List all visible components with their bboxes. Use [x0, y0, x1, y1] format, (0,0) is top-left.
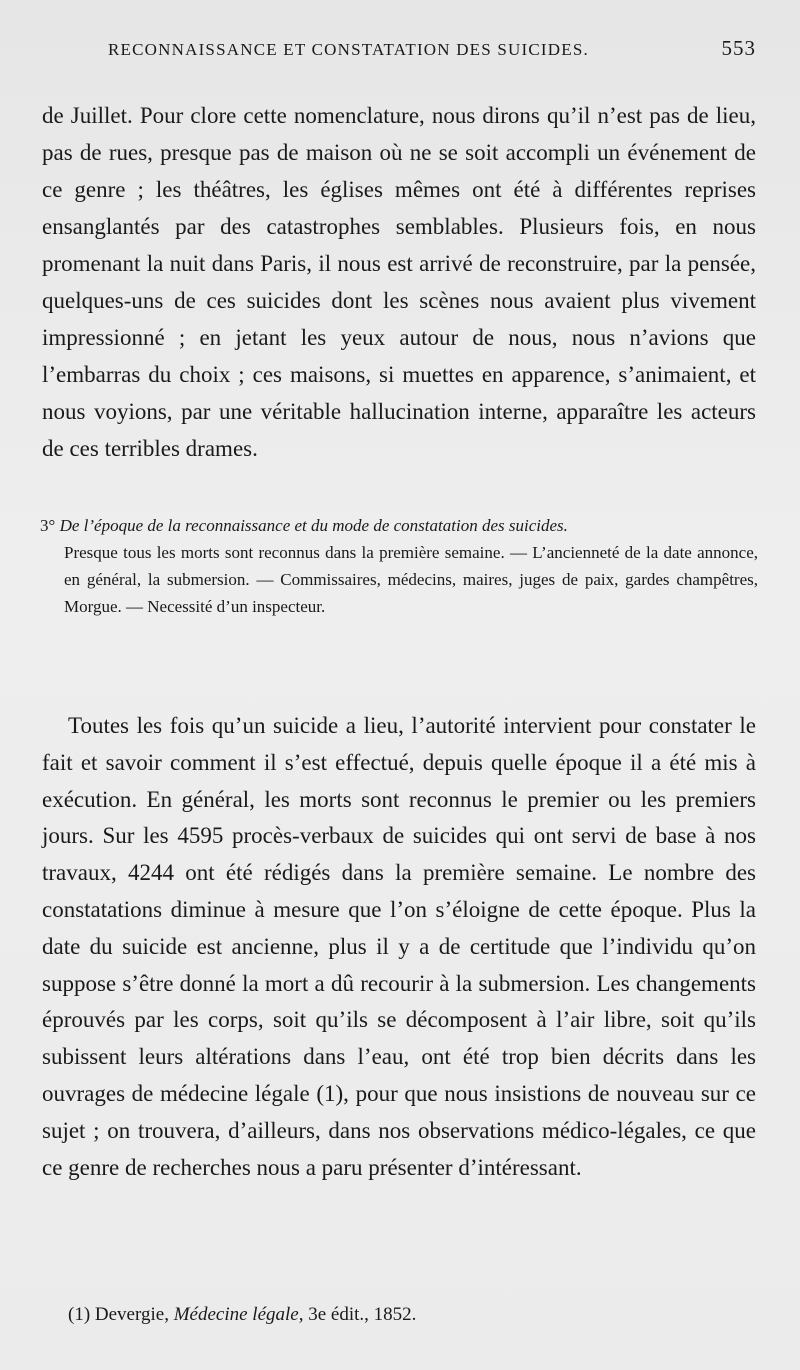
section-title: De l’époque de la reconnaissance et du mode de constatation des suicides.	[59, 516, 568, 535]
footnote-author: Devergie,	[94, 1304, 169, 1325]
paragraph-main: Toutes les fois qu’un suicide a lieu, l’autorité intervient pour constater le fait et savoir comment il s’est effectué, depuis quelle époque il a été mis à exécution. En général, les morts sont reconnus le premier ou les premiers jours. Sur les 4595 procès-verbaux de suicides qui ont servi de base à nos travaux, 4244 ont été rédigés dans la première semaine. Le nombre des constatations diminue à mesure que l’on s’éloigne de cette époque. Plus la date du suicide est ancienne, plus il y a de certitude que l’individu qu’on suppose s’être donné la mort a dû recourir à la submersion. Les changements éprouvés par les corps, soit qu’ils se décomposent à l’air libre, soit qu’ils subissent leurs altérations dans l’eau, ont été trop bien décrits dans les ouvrages de médecine légale (1), pour que nous insistions de nouveau sur ce sujet ; on trouvera, d’ailleurs, dans nos observations médico-légales, ce que ce genre de recherches nous a paru présenter d’intéressant.	[42, 713, 756, 1180]
section-summary: Presque tous les morts sont reconnus dans la première semaine. — L’ancienneté de la date annonce, en général, la submersion. — Commissaires, médecins, maires, juges de paix, gardes champêtres, Morgue. — Necessité d’un inspecteur.	[64, 543, 758, 616]
footnote-marker: (1)	[68, 1304, 91, 1325]
section-number: 3°	[40, 516, 56, 535]
footnote	[68, 1302, 416, 1328]
running-title: RECONNAISSANCE ET CONSTATATION DES SUICIDES.	[108, 40, 589, 59]
section-block	[40, 512, 758, 620]
footnote-work: Médecine légale,	[173, 1304, 304, 1325]
page-header	[108, 36, 756, 66]
paragraph-continuation: de Juillet. Pour clore cette nomenclature, nous dirons qu’il n’est pas de lieu, pas de rues, presque pas de maison où ne se soit accompli un événement de ce genre ; les théâtres, les églises mêmes ont été à différentes reprises ensanglantés par des catastrophes semblables. Plusieurs fois, en nous promenant la nuit dans Paris, il nous est arrivé de reconstruire, par la pensée, quelques-uns de ces suicides dont les scènes nous avaient plus vivement impressionné ; en jetant les yeux autour de nous, nous n’avions que l’embarras du choix ; ces maisons, si muettes en apparence, s’animaient, et nous voyions, par une véritable hallucination interne, apparaître les acteurs de ces terribles drames.	[42, 103, 756, 461]
footnote-edition: 3e édit., 1852.	[308, 1304, 417, 1325]
page-number: 553	[721, 36, 756, 60]
section-heading	[40, 512, 758, 539]
